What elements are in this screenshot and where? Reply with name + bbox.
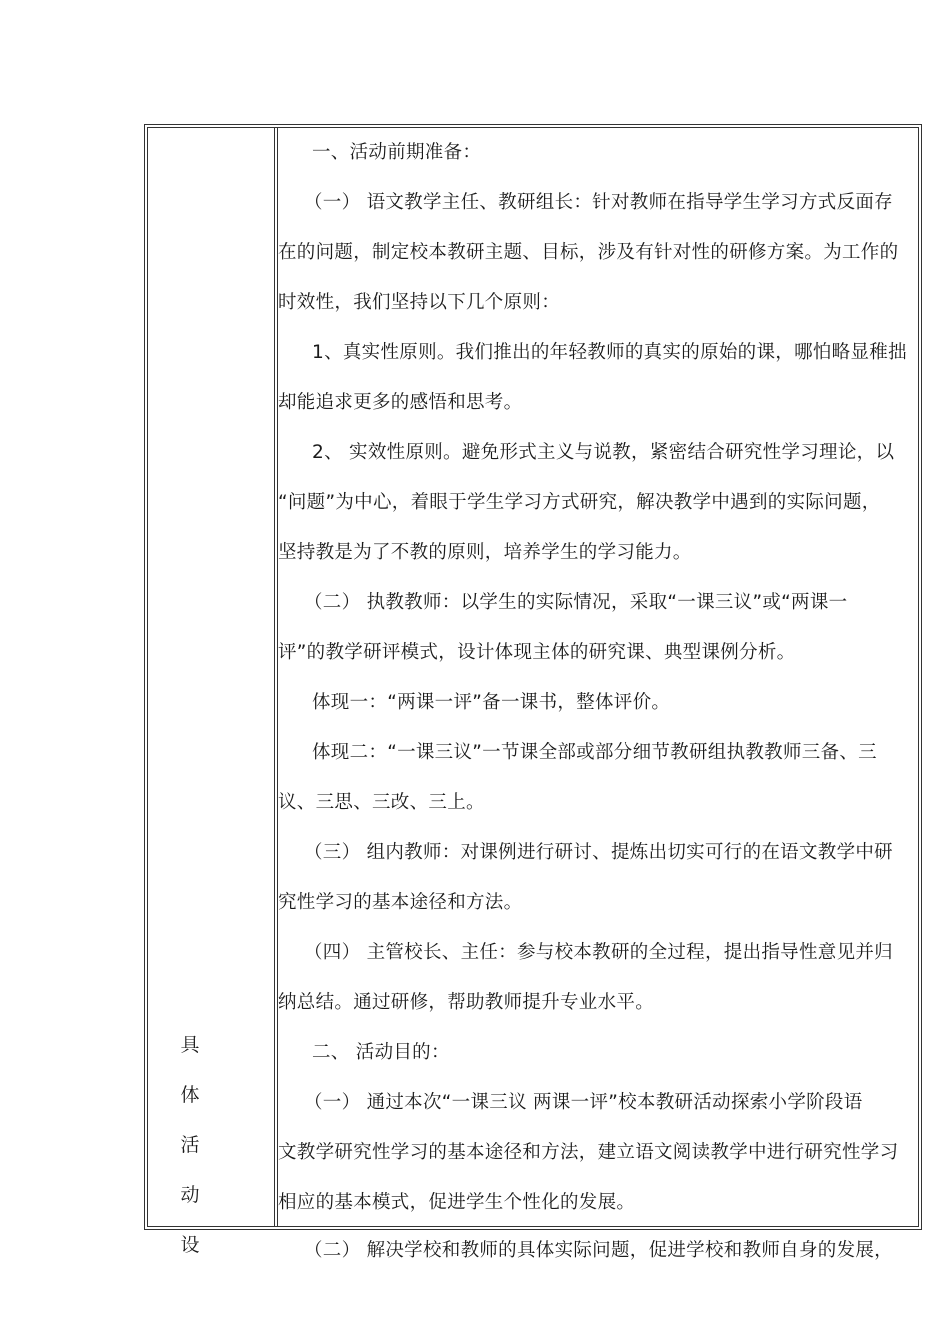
row-label-char: 活 [180, 1134, 200, 1156]
paragraph-line: 体现一：“两课一评”备一课书，整体评价。 [312, 692, 671, 713]
paragraph-line: 在的问题，制定校本教研主题、目标，涉及有针对性的研修方案。为工作的 [278, 242, 899, 263]
paragraph-line: 体现二：“一课三议”一节课全部或部分细节教研组执教教师三备、三 [312, 742, 877, 763]
overflow-text [278, 1226, 918, 1276]
paragraph-line: 议、三思、三改、三上。 [278, 792, 485, 813]
column-divider [274, 127, 275, 1227]
paragraph-line: 究性学习的基本途径和方法。 [278, 892, 523, 913]
paragraph-line: “问题”为中心，着眼于学生学习方式研究，解决教学中遇到的实际问题， [278, 492, 881, 513]
paragraph-line: （一） 语文教学主任、教研组长：针对教师在指导学生学习方式反面存 [304, 192, 893, 213]
paragraph-line: 2、 实效性原则。避免形式主义与说教，紧密结合研究性学习理论，以 [312, 442, 895, 463]
content-cell [278, 128, 918, 1228]
row-label-char: 动 [180, 1184, 200, 1206]
row-label-char: 体 [180, 1084, 200, 1106]
row-label-column [150, 1020, 230, 1270]
paragraph-line: （四） 主管校长、主任：参与校本教研的全过程，提出指导性意见并归 [304, 942, 893, 963]
row-label-char: 设 [180, 1234, 200, 1256]
row-label-char: 具 [180, 1034, 200, 1056]
paragraph-line: 评”的教学研评模式，设计体现主体的研究课、典型课例分析。 [278, 642, 796, 663]
paragraph-line: （一） 通过本次“一课三议 两课一评”校本教研活动探索小学阶段语 [304, 1092, 863, 1113]
paragraph-line: 相应的基本模式，促进学生个性化的发展。 [278, 1192, 636, 1213]
paragraph-line: （二） 执教教师：以学生的实际情况，采取“一课三议”或“两课一 [304, 592, 848, 613]
paragraph-line: 文教学研究性学习的基本途径和方法，建立语文阅读教学中进行研究性学习 [278, 1142, 899, 1163]
paragraph-line: 纳总结。通过研修，帮助教师提升专业水平。 [278, 992, 655, 1013]
paragraph-line: 坚持教是为了不教的原则，培养学生的学习能力。 [278, 542, 692, 563]
paragraph-line: 时效性，我们坚持以下几个原则： [278, 292, 561, 313]
paragraph-line: 1、真实性原则。我们推出的年轻教师的真实的原始的课，哪怕略显稚拙 [312, 342, 907, 363]
section-heading: 一、活动前期准备： [312, 142, 482, 163]
paragraph-line: 却能追求更多的感悟和思考。 [278, 392, 523, 413]
paragraph-line: （二） 解决学校和教师的具体实际问题，促进学校和教师自身的发展， [304, 1240, 893, 1261]
paragraph-line: （三） 组内教师：对课例进行研讨、提炼出切实可行的在语文教学中研 [304, 842, 893, 863]
section-heading: 二、 活动目的： [312, 1042, 450, 1063]
